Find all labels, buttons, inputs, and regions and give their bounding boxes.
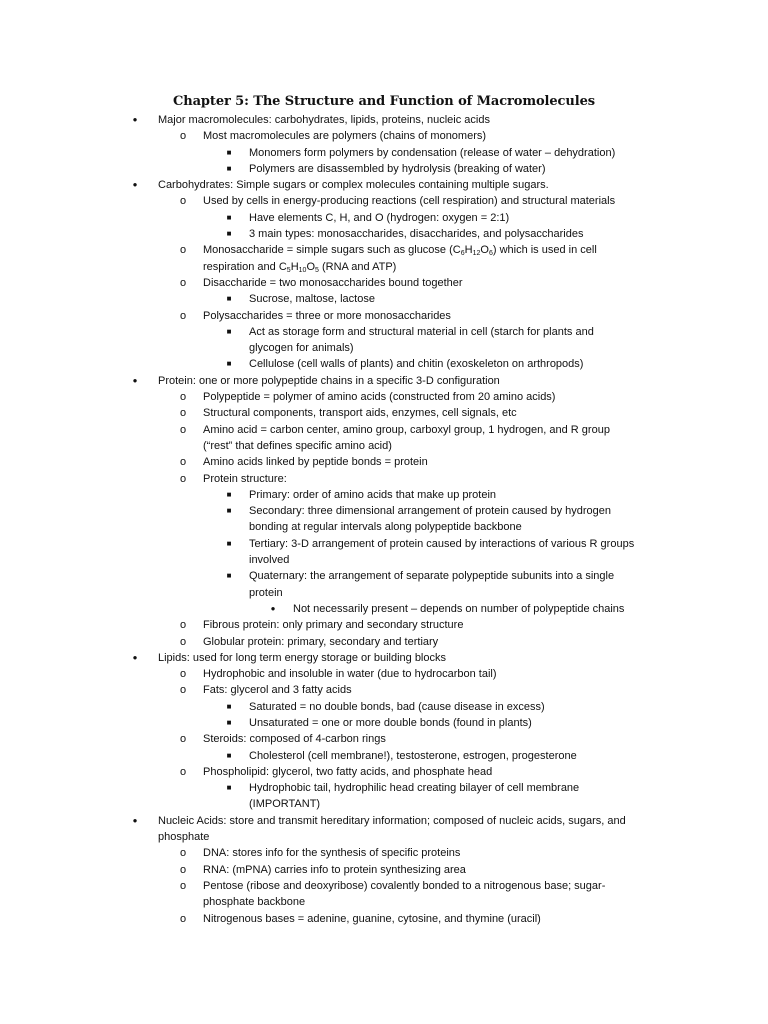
list-item bbox=[0, 242, 768, 258]
square-marker-icon: ■ bbox=[226, 294, 232, 304]
list-item-text: (IMPORTANT) bbox=[249, 798, 321, 811]
list-item bbox=[0, 389, 768, 405]
list-item-text: Quaternary: the arrangement of separate polypeptide subunits into a single bbox=[249, 570, 615, 583]
list-item-text: 3 main types: monosaccharides, disaccharides, and polysaccharides bbox=[249, 228, 584, 241]
list-item-text: Cholesterol (cell membrane!), testosterone, estrogen, progesterone bbox=[249, 749, 577, 762]
list-item bbox=[0, 878, 768, 894]
list-item bbox=[0, 373, 768, 389]
list-item-continuation bbox=[0, 438, 768, 454]
list-item-text: Protein structure: bbox=[203, 472, 287, 485]
list-item bbox=[0, 699, 768, 715]
subscript: 10 bbox=[298, 266, 307, 274]
list-item bbox=[0, 487, 768, 503]
list-item-text: Fibrous protein: only primary and secondary structure bbox=[203, 619, 464, 632]
bullet-marker-icon: ● bbox=[132, 180, 138, 190]
list-item bbox=[0, 193, 768, 209]
list-item-text: Globular protein: primary, secondary and tertiary bbox=[203, 635, 439, 648]
subscript: 12 bbox=[472, 250, 481, 258]
text-segment: respiration and C bbox=[203, 260, 287, 273]
list-item-text: Amino acid = carbon center, amino group, carboxyl group, 1 hydrogen, and R group bbox=[203, 423, 610, 436]
list-item-text: Polysaccharides = three or more monosaccharides bbox=[203, 309, 451, 322]
list-item-text: Amino acids linked by peptide bonds = protein bbox=[203, 456, 428, 469]
square-marker-icon: ■ bbox=[226, 717, 232, 727]
list-item-text: bonding at regular intervals along polypeptide backbone bbox=[249, 521, 522, 534]
circle-marker-icon: o bbox=[179, 244, 187, 257]
circle-marker-icon: o bbox=[179, 276, 187, 289]
list-item bbox=[0, 454, 768, 470]
circle-marker-icon: o bbox=[179, 619, 187, 632]
list-item bbox=[0, 568, 768, 584]
list-item-text: Used by cells in energy-producing reactions (cell respiration) and structural materials bbox=[203, 195, 616, 208]
list-item bbox=[0, 650, 768, 666]
text-segment: H bbox=[464, 244, 473, 257]
list-item bbox=[0, 617, 768, 633]
list-item-text: Hydrophobic tail, hydrophilic head creating bilayer of cell membrane bbox=[249, 782, 580, 795]
square-marker-icon: ■ bbox=[226, 229, 232, 239]
list-item-continuation bbox=[0, 796, 768, 812]
list-item-text: phosphate bbox=[158, 831, 210, 844]
list-item-text: Nitrogenous bases = adenine, guanine, cytosine, and thymine (uracil) bbox=[203, 912, 541, 925]
text-segment: Monosaccharide = simple sugars such as glucose (C bbox=[203, 244, 461, 257]
circle-marker-icon: o bbox=[179, 456, 187, 469]
list-item bbox=[0, 845, 768, 861]
list-item-text: phosphate backbone bbox=[203, 896, 306, 909]
subscript: 5 bbox=[315, 266, 319, 274]
circle-marker-icon: o bbox=[179, 847, 187, 860]
list-item-text: Major macromolecules: carbohydrates, lipids, proteins, nucleic acids bbox=[158, 114, 490, 126]
list-item-text: protein bbox=[249, 586, 283, 599]
list-item-text: Carbohydrates: Simple sugars or complex molecules containing multiple sugars. bbox=[158, 179, 549, 192]
list-item bbox=[0, 666, 768, 682]
circle-marker-icon: o bbox=[179, 912, 187, 925]
square-marker-icon: ■ bbox=[226, 571, 232, 581]
square-marker-icon: ■ bbox=[226, 506, 232, 516]
list-item-text bbox=[203, 242, 597, 258]
subscript: 6 bbox=[460, 250, 465, 258]
list-item-text: Have elements C, H, and O (hydrogen: oxygen = 2:1) bbox=[249, 211, 510, 224]
list-item bbox=[0, 226, 768, 242]
square-marker-icon: ■ bbox=[226, 701, 232, 711]
square-marker-icon: ■ bbox=[226, 163, 232, 173]
list-item bbox=[0, 601, 768, 617]
list-item-continuation bbox=[0, 552, 768, 568]
list-item bbox=[0, 813, 768, 829]
list-item-text: Steroids: composed of 4-carbon rings bbox=[203, 733, 386, 746]
subscript: 5 bbox=[286, 266, 291, 274]
list-item-text: Not necessarily present – depends on number of polypeptide chains bbox=[293, 602, 625, 615]
list-item bbox=[0, 471, 768, 487]
text-segment: (RNA and ATP) bbox=[318, 260, 397, 273]
list-item-text: Secondary: three dimensional arrangement of protein caused by hydrogen bbox=[249, 505, 612, 518]
list-item bbox=[0, 161, 768, 177]
circle-marker-icon: o bbox=[179, 635, 187, 648]
list-item-text: RNA: (mPNA) carries info to protein synthesizing area bbox=[203, 863, 466, 876]
list-item-text: (“rest” that defines specific amino acid) bbox=[203, 439, 392, 452]
circle-marker-icon: o bbox=[179, 668, 187, 681]
circle-marker-icon: o bbox=[179, 423, 187, 436]
list-item-text: glycogen for animals) bbox=[249, 342, 354, 355]
square-marker-icon: ■ bbox=[226, 359, 232, 369]
list-item-text: Saturated = no double bonds, bad (cause disease in excess) bbox=[249, 700, 545, 713]
list-item bbox=[0, 112, 768, 128]
list-item bbox=[0, 308, 768, 324]
list-item-text: Cellulose (cell walls of plants) and chitin (exoskeleton on arthropods) bbox=[249, 358, 584, 371]
list-item bbox=[0, 503, 768, 519]
page-title: Chapter 5: The Structure and Function of Macromolecules bbox=[173, 94, 595, 109]
list-item-text: Most macromolecules are polymers (chains of monomers) bbox=[203, 130, 487, 143]
text-segment: O bbox=[480, 244, 489, 257]
list-item-continuation bbox=[0, 829, 768, 845]
circle-marker-icon: o bbox=[179, 684, 187, 697]
list-item-continuation bbox=[0, 519, 768, 535]
list-item-text: Fats: glycerol and 3 fatty acids bbox=[203, 684, 352, 697]
list-item-text: Pentose (ribose and deoxyribose) covalently bonded to a nitrogenous base; sugar- bbox=[203, 879, 606, 892]
list-item bbox=[0, 731, 768, 747]
list-item bbox=[0, 324, 768, 340]
circle-marker-icon: o bbox=[179, 130, 187, 143]
circle-marker-icon: o bbox=[179, 472, 187, 485]
circle-marker-icon: o bbox=[179, 391, 187, 404]
list-item-continuation bbox=[0, 259, 768, 275]
list-item-text: Primary: order of amino acids that make up protein bbox=[249, 488, 497, 501]
list-item-text: Phospholipid: glycerol, two fatty acids, and phosphate head bbox=[203, 765, 493, 778]
square-marker-icon: ■ bbox=[226, 489, 232, 499]
square-marker-icon: ■ bbox=[226, 212, 232, 222]
text-segment: H bbox=[290, 260, 299, 273]
list-item-text: Lipids: used for long term energy storage or building blocks bbox=[158, 651, 446, 664]
list-item-text: Monomers form polymers by condensation (release of water – dehydration) bbox=[249, 146, 616, 159]
list-item bbox=[0, 275, 768, 291]
circle-marker-icon: o bbox=[179, 407, 187, 420]
list-item bbox=[0, 128, 768, 144]
circle-marker-icon: o bbox=[179, 863, 187, 876]
list-item-text: Unsaturated = one or more double bonds (found in plants) bbox=[249, 716, 532, 729]
list-item-text: Hydrophobic and insoluble in water (due to hydrocarbon tail) bbox=[203, 668, 497, 681]
list-item-continuation bbox=[0, 585, 768, 601]
circle-marker-icon: o bbox=[179, 765, 187, 778]
square-marker-icon: ■ bbox=[226, 147, 232, 157]
list-item bbox=[0, 536, 768, 552]
list-item bbox=[0, 405, 768, 421]
list-item bbox=[0, 634, 768, 650]
circle-marker-icon: o bbox=[179, 195, 187, 208]
list-item-text: involved bbox=[249, 554, 290, 567]
text-segment: O bbox=[306, 260, 315, 273]
list-item-text bbox=[203, 259, 396, 275]
list-item-text: Tertiary: 3-D arrangement of protein caused by interactions of various R groups bbox=[249, 537, 635, 550]
circle-marker-icon: o bbox=[179, 879, 187, 892]
list-item-text: Act as storage form and structural material in cell (starch for plants and bbox=[249, 325, 594, 338]
list-item-text: Polymers are disassembled by hydrolysis (breaking of water) bbox=[249, 162, 546, 175]
list-item-text: Nucleic Acids: store and transmit hereditary information; composed of nucleic acids, sugars, and bbox=[158, 814, 626, 827]
bullet-marker-icon: ● bbox=[132, 375, 138, 385]
square-marker-icon: ■ bbox=[226, 326, 232, 336]
list-item bbox=[0, 911, 768, 927]
list-item bbox=[0, 780, 768, 796]
list-item bbox=[0, 291, 768, 307]
list-item-continuation bbox=[0, 340, 768, 356]
bullet-marker-icon: ● bbox=[270, 603, 276, 613]
bullet-marker-icon: ● bbox=[132, 652, 138, 662]
list-item-continuation bbox=[0, 894, 768, 910]
text-segment: ) which is used in cell bbox=[492, 244, 597, 257]
list-item bbox=[0, 682, 768, 698]
circle-marker-icon: o bbox=[179, 733, 187, 746]
list-item bbox=[0, 422, 768, 438]
list-item bbox=[0, 210, 768, 226]
list-item-text: Disaccharide = two monosaccharides bound together bbox=[203, 276, 463, 289]
list-item-text: Protein: one or more polypeptide chains in a specific 3-D configuration bbox=[158, 374, 500, 387]
list-item bbox=[0, 356, 768, 372]
subscript: 6 bbox=[488, 250, 493, 258]
square-marker-icon: ■ bbox=[226, 783, 232, 793]
list-item bbox=[0, 177, 768, 193]
list-item bbox=[0, 748, 768, 764]
list-item bbox=[0, 764, 768, 780]
bullet-marker-icon: ● bbox=[132, 115, 138, 124]
square-marker-icon: ■ bbox=[226, 750, 232, 760]
square-marker-icon: ■ bbox=[226, 538, 232, 548]
list-item bbox=[0, 145, 768, 161]
bullet-marker-icon: ● bbox=[132, 815, 138, 825]
list-item-text: Structural components, transport aids, enzymes, cell signals, etc bbox=[203, 407, 517, 420]
list-item bbox=[0, 862, 768, 878]
circle-marker-icon: o bbox=[179, 309, 187, 322]
outline-list bbox=[0, 112, 768, 927]
list-item bbox=[0, 715, 768, 731]
list-item-text: Sucrose, maltose, lactose bbox=[249, 293, 375, 306]
list-item-text: Polypeptide = polymer of amino acids (constructed from 20 amino acids) bbox=[203, 391, 556, 404]
list-item-text: DNA: stores info for the synthesis of specific proteins bbox=[203, 847, 461, 860]
